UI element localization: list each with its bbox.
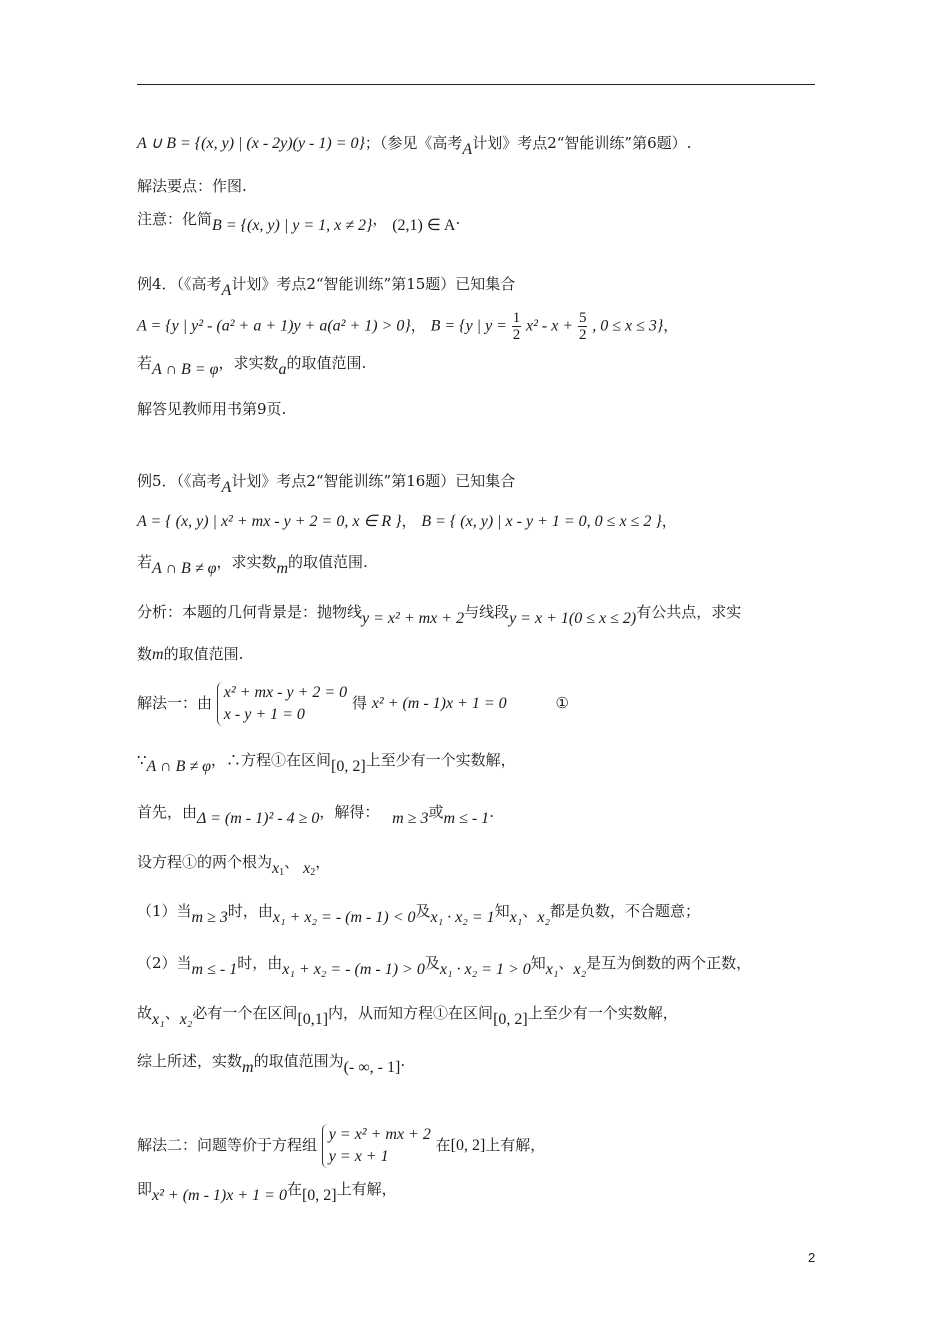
solution-2-system: 解法二：问题等价于方程组 y = x² + mx + 2 y = x + 1 在[0, 2]上有解， — [137, 1124, 545, 1168]
math-union: A ∪ B = {(x, y) | (x - 2y)(y - 1) = 0} — [137, 135, 365, 152]
summary-line: 综上所述，实数m的取值范围为(- ∞, - 1]. — [137, 1052, 406, 1076]
header-rule — [137, 84, 815, 85]
equation-mark-1: ① — [555, 694, 569, 712]
example-5-sets: A = { (x, y) | x² + mx - y + 2 = 0, x ∈ R }， B = { (x, y) | x - y + 1 = 0, 0 ≤ x ≤ 2 }， — [137, 512, 677, 530]
example-4-answer: 解答见教师用书第9页. — [137, 400, 287, 418]
example-5-title: 例5．（《高考A计划》考点2“智能训练”第16题）已知集合 — [137, 472, 516, 496]
analysis-line-2: 数m的取值范围. — [137, 645, 244, 663]
example-4-sets: A = {y | y² - (a² + a + 1)y + a(a² + 1) > 0}， B = {y | y = $\frac{1}{2}$ x² - x + $\frac{5}{2}$ , 0 ≤ x ≤ 3}， — [137, 310, 679, 343]
example-4-title: 例4．（《高考A计划》考点2“智能训练”第15题）已知集合 — [137, 275, 516, 299]
line-note: 注意：化简B = {(x, y) | y = 1, x ≠ 2}， (2,1) ∈ A. — [137, 210, 461, 234]
equation-system-brace: x² + mx - y + 2 = 0 x - y + 1 = 0 — [217, 682, 347, 726]
last-line: 即x² + (m - 1)x + 1 = 0在[0, 2]上有解， — [137, 1180, 397, 1204]
discriminant-line: 首先，由Δ = (m - 1)² - 4 ≥ 0，解得： m ≥ 3或m ≤ - 1. — [137, 803, 494, 827]
roots-line: 设方程①的两个根为$x_1$、 $x_2$， — [137, 853, 331, 878]
analysis-line-1: 分析：本题的几何背景是：抛物线y = x² + mx + 2与线段y = x + 1(0 ≤ x ≤ 2)有公共点，求实 — [137, 603, 742, 627]
page-number: 2 — [808, 1250, 816, 1265]
case-1-line: （1）当m ≥ 3时，由x₁ + x₂ = - (m - 1) < 0及x₁ · x₂ = 1知x₁、x₂都是负数，不合题意； — [137, 902, 701, 926]
example-5-condition: 若A ∩ B ≠ φ，求实数m的取值范围. — [137, 553, 368, 577]
conclusion-interval-line: 故x₁、x₂必有一个在区间[0,1]内，从而知方程①在区间[0, 2]上至少有一个实数解， — [137, 1004, 678, 1028]
line-method: 解法要点：作图. — [137, 177, 247, 195]
fraction-five-halves: $\frac{5}{2}$ — [578, 310, 587, 343]
fraction-one-half: $\frac{1}{2}$ — [512, 310, 521, 343]
since-line: ∵A ∩ B ≠ φ，∴方程①在区间[0, 2]上至少有一个实数解， — [137, 751, 516, 775]
case-2-line: （2）当m ≤ - 1时，由x₁ + x₂ = - (m - 1) > 0及x₁ · x₂ = 1 > 0知x₁、x₂是互为倒数的两个正数， — [137, 954, 752, 978]
example-4-condition: 若A ∩ B = φ，求实数a的取值范围. — [137, 354, 367, 378]
solution-1-system: 解法一：由 x² + mx - y + 2 = 0 x - y + 1 = 0 得 x² + (m - 1)x + 1 = 0 ① — [137, 682, 569, 726]
line-union: A ∪ B = {(x, y) | (x - 2y)(y - 1) = 0}；（参见《高考A计划》考点2“智能训练”第6题）. — [137, 134, 692, 158]
equation-system-brace-2: y = x² + mx + 2 y = x + 1 — [322, 1124, 431, 1168]
